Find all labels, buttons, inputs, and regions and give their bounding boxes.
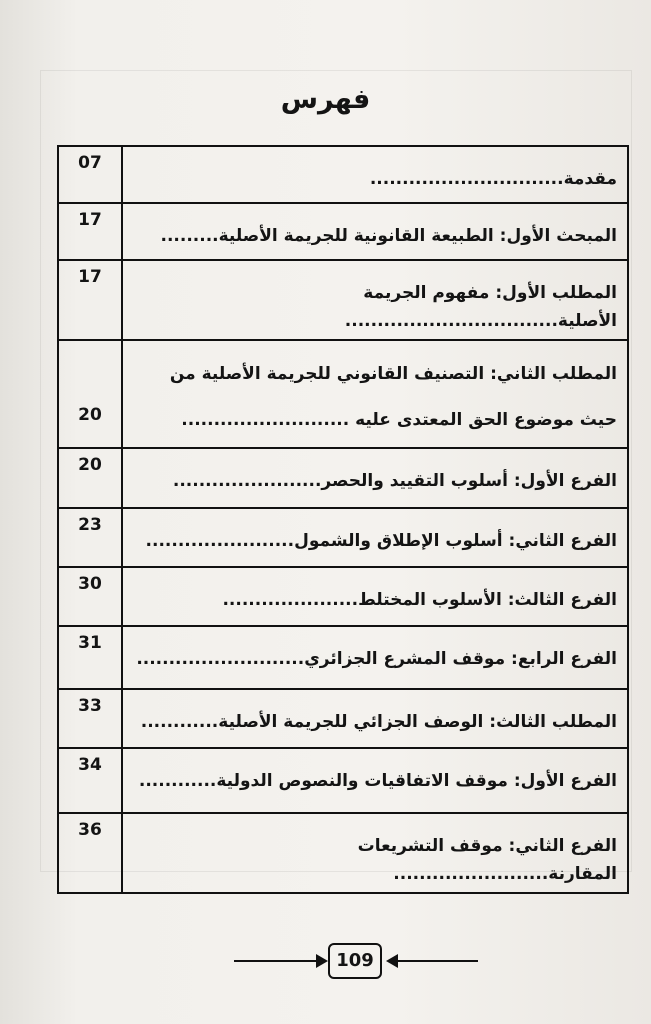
toc-page-number: 31 [58,626,122,689]
toc-row [58,260,628,340]
toc-row [58,340,628,448]
toc-page-number: 30 [58,567,122,626]
page-number-box: 109 [328,943,382,979]
toc-entry-title: الفرع الثالث: الأسلوب المختلط..................... [122,567,628,626]
toc-entry-title: المطلب الثالث: الوصف الجزائي للجريمة الأصلية............ [122,689,628,748]
toc-entry-title: المطلب الثاني: التصنيف القانوني للجريمة الأصلية من حيث موضوع الحق المعتدى عليه .......................... [122,340,628,448]
toc-page-number: 20 [58,340,122,448]
toc-entry-title: المبحث الأول: الطبيعة القانونية للجريمة الأصلية......... [122,203,628,260]
toc-page-number: 17 [58,203,122,260]
toc-entry-title: الفرع الثاني: موقف التشريعات المقارنة........................ [122,813,628,893]
toc-row [58,748,628,813]
toc-entry-title: الفرع الثاني: أسلوب الإطلاق والشمول....................... [122,508,628,567]
toc-table [57,145,629,894]
toc-page-number: 20 [58,448,122,508]
toc-row [58,813,628,893]
page-title: فهرس [280,84,371,115]
toc-page-number: 23 [58,508,122,567]
toc-page-number: 34 [58,748,122,813]
toc-row [58,626,628,689]
toc-row [58,448,628,508]
toc-page-number: 36 [58,813,122,893]
toc-page-number: 07 [58,146,122,203]
toc-row [58,203,628,260]
toc-row [58,508,628,567]
toc-row [58,146,628,203]
arrow-left-icon [388,960,478,962]
toc-entry-title: مقدمة.............................. [122,146,628,203]
toc-entry-title: الفرع الأول: موقف الاتفاقيات والنصوص الدولية............ [122,748,628,813]
toc-page-number: 17 [58,260,122,340]
page-footer [0,938,651,978]
toc-page-number: 33 [58,689,122,748]
toc-row [58,567,628,626]
arrow-right-icon [234,960,326,962]
toc-entry-title: الفرع الرابع: موقف المشرع الجزائري.......................... [122,626,628,689]
toc-entry-title: الفرع الأول: أسلوب التقييد والحصر....................... [122,448,628,508]
toc-row [58,689,628,748]
toc-entry-title: المطلب الأول: مفهوم الجريمة الأصلية................................. [122,260,628,340]
